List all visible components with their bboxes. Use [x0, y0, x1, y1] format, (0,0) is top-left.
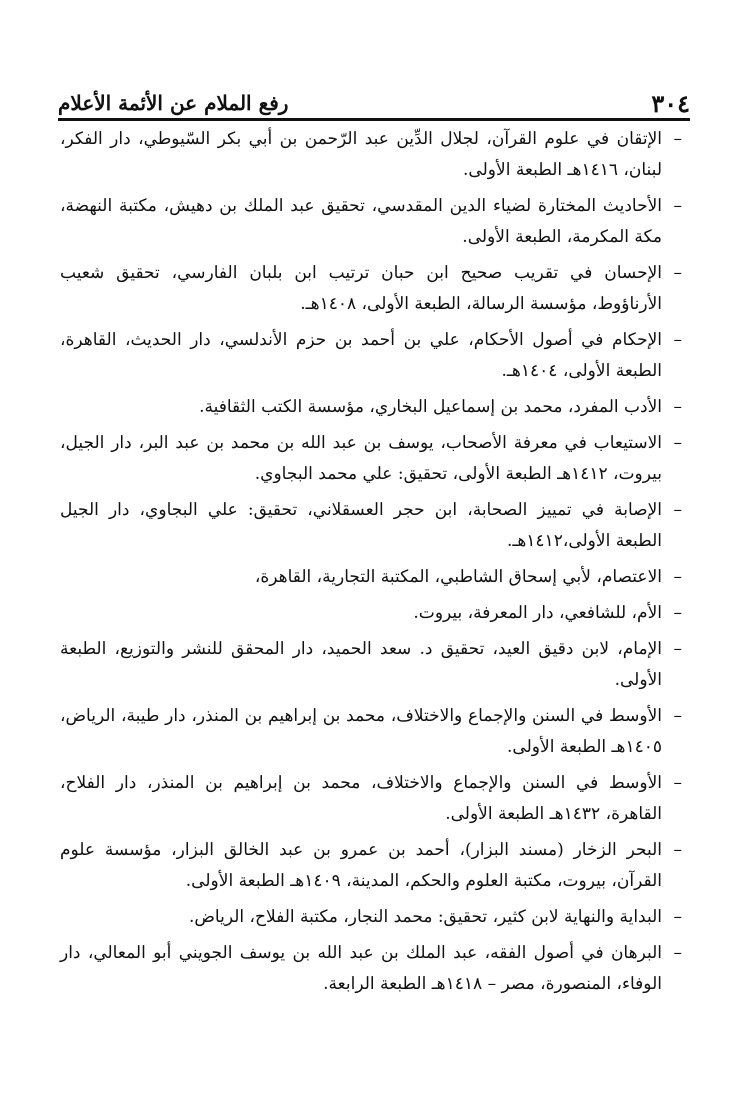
header-rule	[58, 118, 690, 121]
entry-text: الاستيعاب في معرفة الأصحاب، يوسف بن عبد الله بن محمد بن عبد البر، دار الجيل، بيروت، ١٤١٢هـ الطبعة الأولى، تحقيق: علي محمد البجاوي.	[60, 433, 662, 484]
page-number: ٣٠٤	[651, 88, 690, 118]
bibliography-list	[60, 124, 682, 1005]
bibliography-entry	[60, 325, 682, 387]
entry-dash: –	[673, 196, 682, 216]
bibliography-entry	[60, 938, 682, 1000]
entry-text: الإحكام في أصول الأحكام، علي بن أحمد بن حزم الأندلسي، دار الحديث، القاهرة، الطبعة الأولى، ١٤٠٤هـ.	[60, 330, 662, 381]
bibliography-entry	[60, 191, 682, 253]
entry-text: الأدب المفرد، محمد بن إسماعيل البخاري، مؤسسة الكتب الثقافية.	[199, 397, 662, 417]
entry-dash: –	[673, 567, 682, 587]
entry-dash: –	[673, 840, 682, 860]
entry-text: الإحسان في تقريب صحيح ابن حبان ترتيب ابن بلبان الفارسي، تحقيق شعيب الأرناؤوط، مؤسسة الرسالة، الطبعة الأولى، ١٤٠٨هـ.	[60, 263, 662, 314]
entry-text: البداية والنهاية لابن كثير، تحقيق: محمد النجار، مكتبة الفلاح، الرياض.	[188, 907, 662, 927]
entry-dash: –	[673, 943, 682, 963]
bibliography-entry	[60, 768, 682, 830]
entry-dash: –	[673, 706, 682, 726]
entry-text: الأوسط في السنن والإجماع والاختلاف، محمد بن إبراهيم بن المنذر، دار طيبة، الرياض، ١٤٠٥هـ الطبعة الأولى.	[60, 706, 662, 757]
entry-dash: –	[673, 500, 682, 520]
entry-text: الاعتصام، لأبي إسحاق الشاطبي، المكتبة التجارية، القاهرة،	[254, 567, 662, 587]
entry-text: الإتقان في علوم القرآن، لجلال الدِّين عبد الرّحمن بن أبي بكر السّيوطي، دار الفكر، لبنان، ١٤١٦هـ الطبعة الأولى.	[60, 129, 662, 180]
entry-text: الأوسط في السنن والإجماع والاختلاف، محمد بن إبراهيم بن المنذر، دار الفلاح، القاهرة، ١٤٣٢هـ الطبعة الأولى.	[60, 773, 662, 824]
entry-text: الإصابة في تمييز الصحابة، ابن حجر العسقلاني، تحقيق: علي البجاوي، دار الجيل الطبعة الأولى،١٤١٢هـ.	[60, 500, 662, 551]
entry-text: البرهان في أصول الفقه، عبد الملك بن عبد الله بن يوسف الجويني أبو المعالي، دار الوفاء، المنصورة، مصر – ١٤١٨هـ الطبعة الرابعة.	[60, 943, 662, 994]
entry-dash: –	[673, 603, 682, 623]
bibliography-entry	[60, 562, 682, 593]
bibliography-entry	[60, 392, 682, 423]
bibliography-entry	[60, 835, 682, 897]
entry-dash: –	[673, 907, 682, 927]
bibliography-entry	[60, 902, 682, 933]
running-title: رفع الملام عن الأئمة الأعلام	[58, 91, 289, 115]
bibliography-entry	[60, 598, 682, 629]
page-header	[58, 88, 690, 118]
bibliography-entry	[60, 428, 682, 490]
entry-dash: –	[673, 397, 682, 417]
entry-dash: –	[673, 263, 682, 283]
entry-dash: –	[673, 330, 682, 350]
bibliography-entry	[60, 701, 682, 763]
bibliography-entry	[60, 495, 682, 557]
entry-text: الإمام، لابن دقيق العيد، تحقيق د. سعد الحميد، دار المحقق للنشر والتوزيع، الطبعة الأولى.	[60, 639, 662, 690]
entry-text: الأحاديث المختارة لضياء الدين المقدسي، تحقيق عبد الملك بن دهيش، مكتبة النهضة، مكة المكرمة، الطبعة الأولى.	[60, 196, 662, 247]
entry-text: الأم، للشافعي، دار المعرفة، بيروت.	[413, 603, 662, 623]
bibliography-entry	[60, 258, 682, 320]
entry-dash: –	[673, 773, 682, 793]
entry-text: البحر الزخار (مسند البزار)، أحمد بن عمرو بن عبد الخالق البزار، مؤسسة علوم القرآن، بيروت، مكتبة العلوم والحكم، المدينة، ١٤٠٩هـ الطبعة الأولى.	[60, 840, 662, 891]
entry-dash: –	[673, 639, 682, 659]
entry-dash: –	[673, 433, 682, 453]
entry-dash: –	[673, 129, 682, 149]
bibliography-entry	[60, 124, 682, 186]
bibliography-entry	[60, 634, 682, 696]
